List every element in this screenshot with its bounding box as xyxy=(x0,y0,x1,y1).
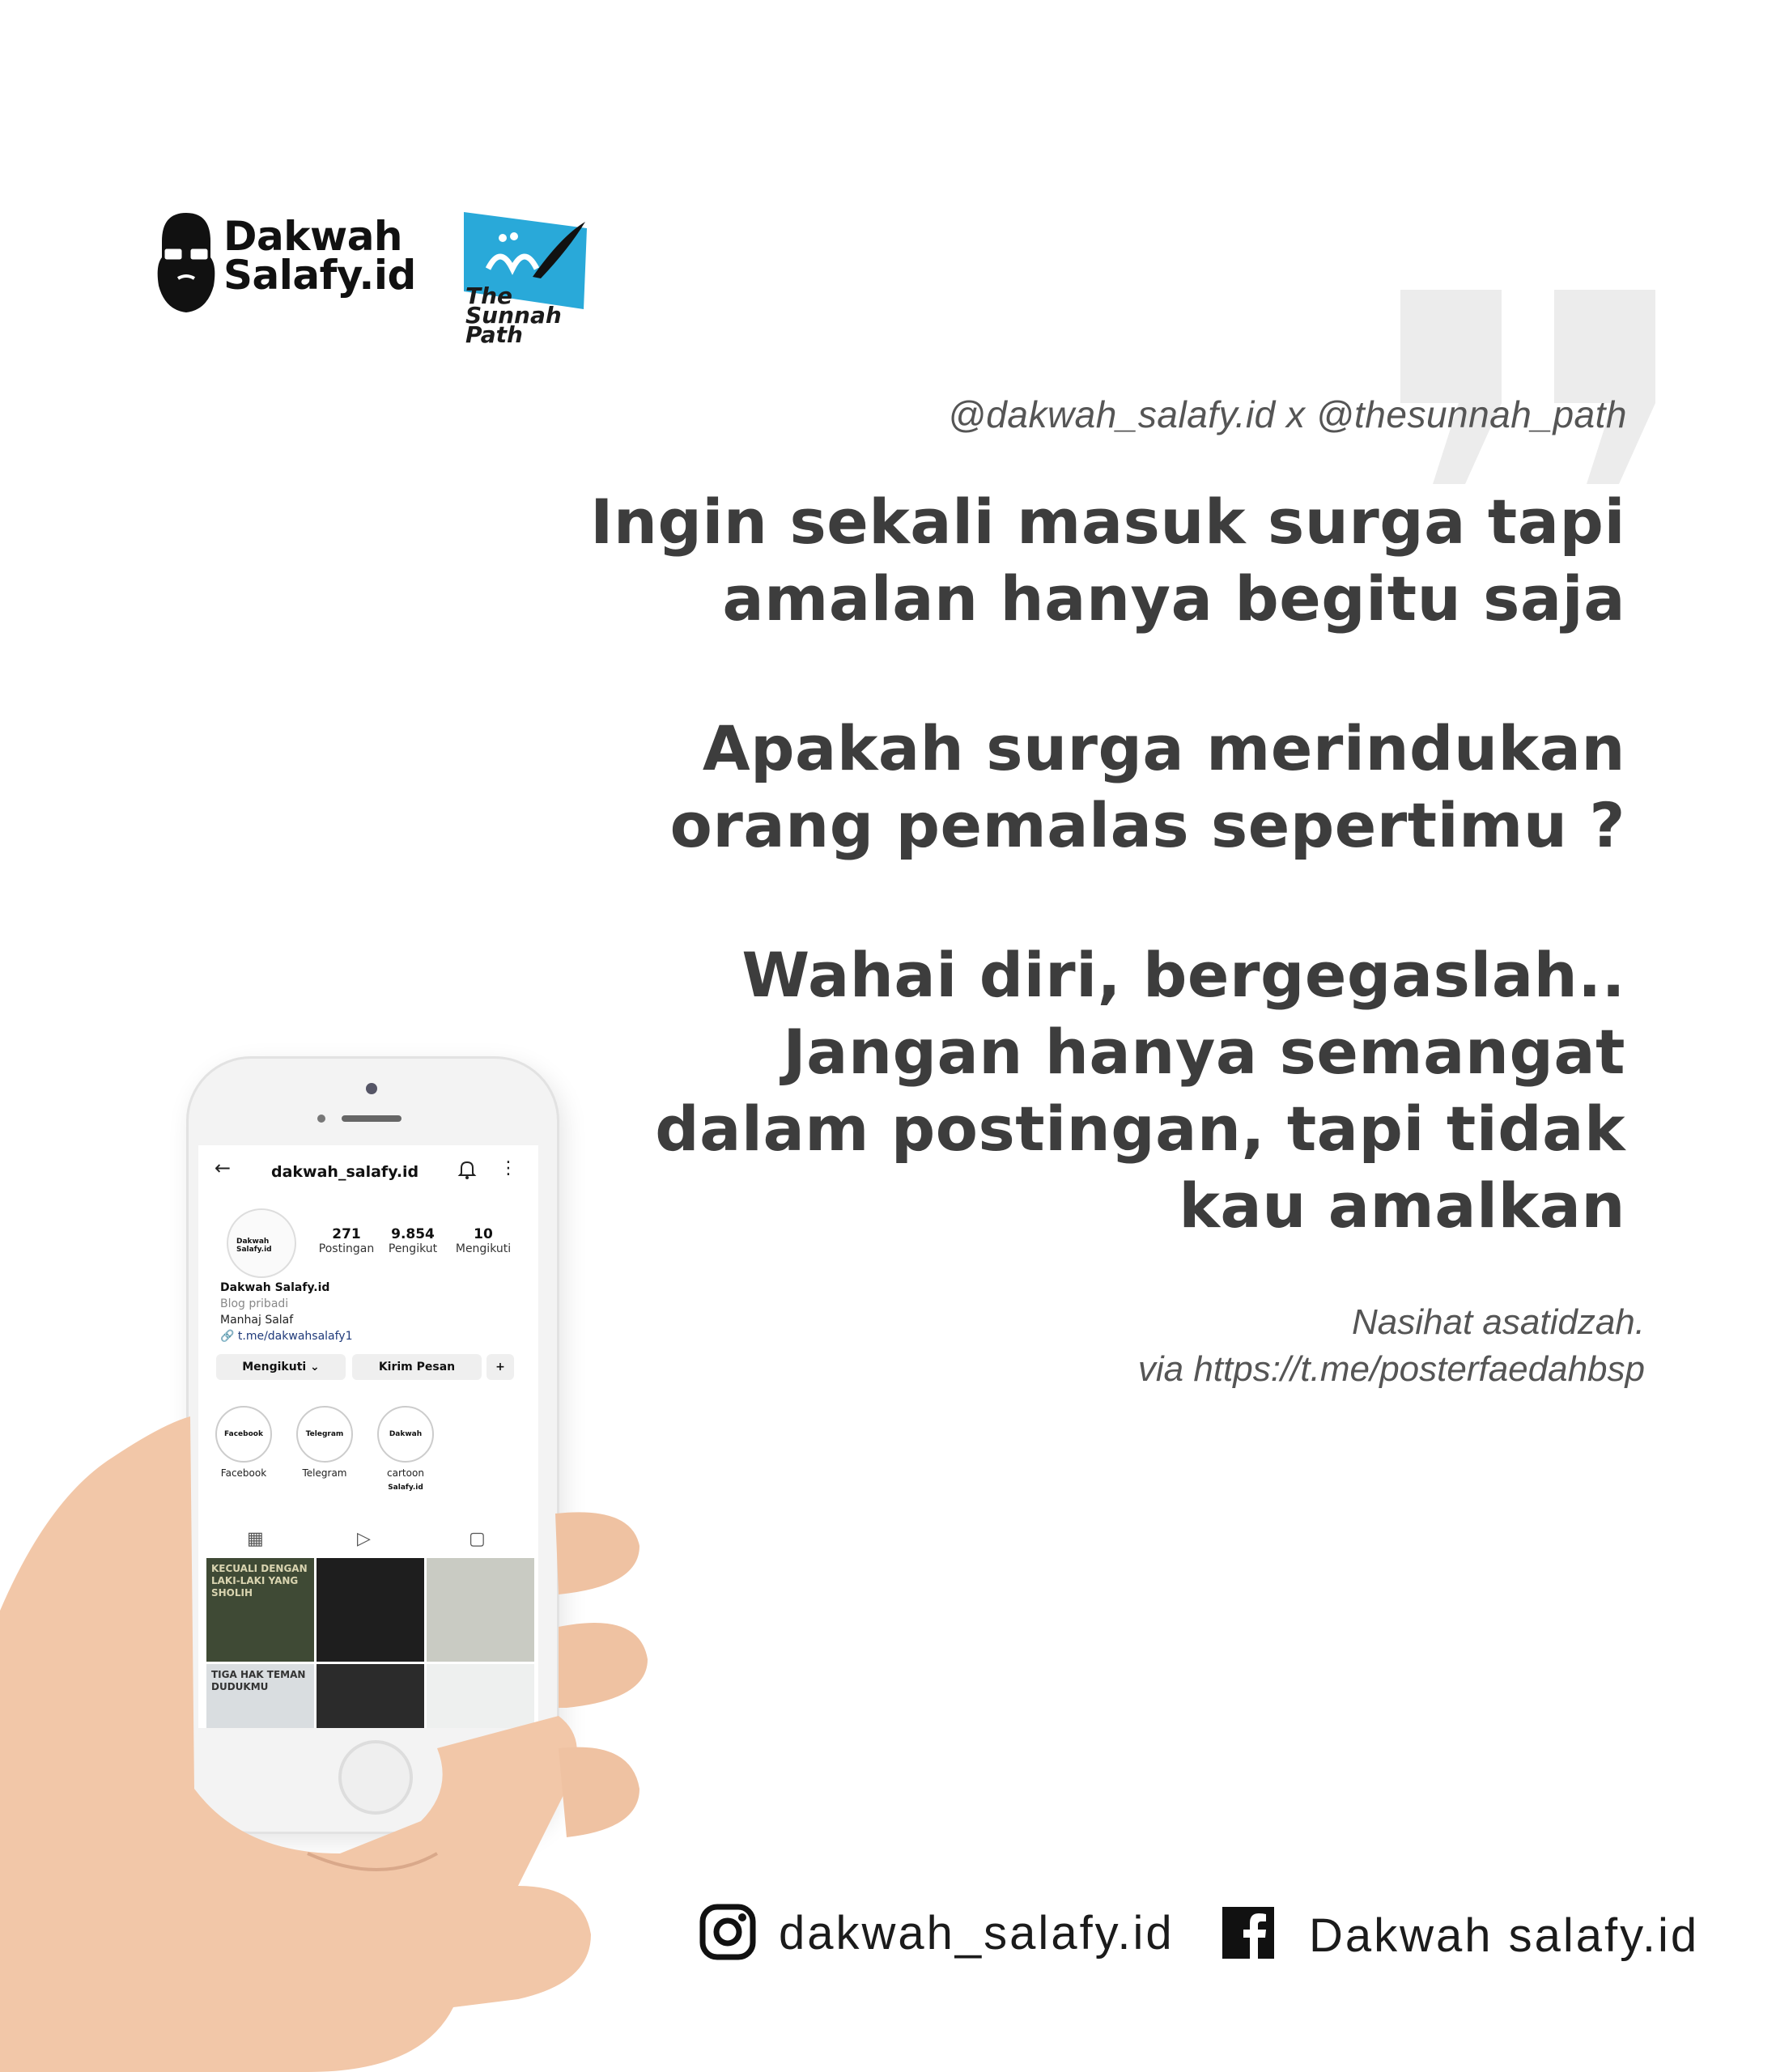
stat-label: Mengikuti xyxy=(455,1242,512,1255)
profile-link[interactable]: 🔗 t.me/dakwahsalafy1 xyxy=(220,1330,353,1343)
profile-username: dakwah_salafy.id xyxy=(271,1163,419,1181)
avatar[interactable] xyxy=(227,1208,296,1278)
message-line: Wahai diri, bergegaslah.. xyxy=(741,939,1625,1011)
highlight-label: cartoon xyxy=(387,1467,424,1479)
instagram-icon xyxy=(699,1904,756,1960)
instagram-handle: dakwah_salafy.id xyxy=(779,1907,1175,1959)
tagged-tab-icon[interactable]: ▢ xyxy=(469,1529,486,1549)
message-line: Apakah surga merindukan xyxy=(702,712,1625,784)
source-line: via https://t.me/posterfaedahbsp xyxy=(1137,1349,1645,1389)
stat-value: 271 xyxy=(332,1226,361,1242)
message-line: dalam postingan, tapi tidak xyxy=(655,1093,1625,1165)
profile-link-text: t.me/dakwahsalafy1 xyxy=(237,1330,353,1343)
sunnah-path-logo xyxy=(464,212,593,346)
front-camera xyxy=(366,1083,377,1094)
more-options-icon[interactable]: ⋮ xyxy=(499,1158,517,1178)
dakwah-salafy-logo xyxy=(154,209,416,318)
tagline: @dakwah_salafy.id x @thesunnah_path xyxy=(948,393,1627,435)
add-user-button[interactable]: + xyxy=(486,1354,514,1380)
stat-value: 10 xyxy=(474,1226,493,1242)
bearded-face-icon xyxy=(154,209,219,314)
brand-line: Salafy.id xyxy=(223,252,416,299)
sunnah-path-line: Sunnah xyxy=(465,302,562,329)
source-line: Nasihat asatidzah. xyxy=(1352,1302,1645,1342)
phone-speaker xyxy=(342,1115,402,1122)
sunnah-path-line: The xyxy=(465,282,513,309)
message-line: kau amalkan xyxy=(1179,1170,1625,1242)
phone-sensor xyxy=(317,1115,325,1123)
message-line: orang pemalas sepertimu ? xyxy=(669,789,1625,861)
post-thumbnail[interactable]: KECUALI DENGAN LAKI-LAKI YANG SHOLIH xyxy=(206,1558,314,1662)
highlight-label: Telegram xyxy=(302,1467,347,1479)
hand-image xyxy=(0,1368,664,2072)
facebook-handle: Dakwah salafy.id xyxy=(1309,1909,1700,1962)
message-line: Ingin sekali masuk surga tapi xyxy=(590,486,1625,558)
reels-tab-icon[interactable]: ▷ xyxy=(357,1529,371,1549)
facebook-icon xyxy=(1222,1907,1274,1959)
back-arrow-icon[interactable]: ← xyxy=(215,1157,232,1179)
message-block-1 xyxy=(573,483,1625,637)
profile-header xyxy=(198,1145,538,1186)
stat-posts[interactable] xyxy=(310,1226,383,1255)
stat-label: Postingan xyxy=(318,1242,375,1255)
highlight-label: Facebook xyxy=(220,1467,267,1479)
following-button[interactable]: Mengikuti ⌄ xyxy=(216,1354,346,1380)
profile-category: Blog pribadi xyxy=(220,1297,289,1310)
avatar-label: Dakwah Salafy.id xyxy=(236,1238,272,1254)
display-name: Dakwah Salafy.id xyxy=(220,1281,330,1294)
stat-followers[interactable] xyxy=(376,1226,449,1255)
source-credit xyxy=(1138,1299,1645,1393)
message-line: Jangan hanya semangat xyxy=(783,1016,1625,1088)
sunnah-path-line: Path xyxy=(465,321,523,348)
grid-tab-icon[interactable]: ▦ xyxy=(247,1529,264,1549)
message-block-2 xyxy=(573,710,1625,864)
post-thumbnail[interactable]: TIGA HAK TEMAN DUDUKMU xyxy=(206,1664,314,1728)
stat-value: 9.854 xyxy=(391,1226,435,1242)
send-message-button[interactable]: Kirim Pesan xyxy=(352,1354,482,1380)
message-line: amalan hanya begitu saja xyxy=(722,563,1625,635)
profile-bio: Manhaj Salaf xyxy=(220,1314,294,1327)
stat-following[interactable] xyxy=(447,1226,520,1255)
quote-mark-icon xyxy=(1400,290,1659,484)
highlight-circle: Telegram xyxy=(296,1406,353,1463)
highlight-circle: Dakwah Salafy.id xyxy=(377,1406,434,1463)
following-label: Mengikuti xyxy=(242,1361,307,1374)
bell-icon[interactable] xyxy=(456,1158,478,1181)
message-block-3 xyxy=(573,936,1625,1244)
highlight-circle: Facebook xyxy=(215,1406,272,1463)
stat-label: Pengikut xyxy=(388,1242,438,1255)
brand-line: Dakwah xyxy=(223,213,403,260)
